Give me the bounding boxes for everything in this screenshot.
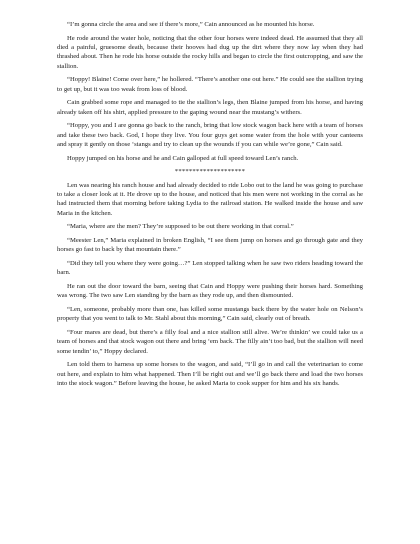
paragraph: Len told them to harness up some horses to the wagon, and said, “I’ll go in and call the veterinarian to come out here, and explain to him what happened. Then I’ll be right out and we’ll go back there and load the two horses into the stock wagon.” Before leaving the house, he asked Maria to cook supper for him and his six hands. [57,361,363,387]
paragraph: Len was nearing his ranch house and had already decided to ride Lobo out to the land he was going to purchase to take a closer look at it. He drove up to the house, and noticed that his men were not working in the corral as he had instructed them that morning before taking Lydia to the railroad station. He walked inside the house and saw Maria in the kitchen. [57,181,363,217]
paragraph: “Len, someone, probably more than one, has killed some mustangs back there by the water hole on Nelson’s property that you went to talk to Mr. Stahl about this morning,” Cain said, clearly out of breath. [57,306,363,323]
paragraph: Hoppy jumped on his horse and he and Cain galloped at full speed toward Len’s ranch. [67,154,299,162]
paragraph: “Meester Len,” Maria explained in broken English, “I see them jump on horses and go through gate and they horses go fast to back by that mountain there.” [57,237,363,254]
paragraph: “Did they tell you where they were going…?” Len stopped talking when he saw two riders heading toward the barn. [57,260,363,277]
paragraph: “Four mares are dead, but there’s a filly foal and a nice stallion still alive. We’re thinkin’ we could take us a team of horses and that stock wagon out there and bring ‘em back. The filly ain’t too bad, but the stallion will need some tendin’ to,” Hoppy declared. [57,329,363,355]
paragraph: “Maria, where are the men? They’re supposed to be out there working in that corral.” [67,223,294,231]
scene-separator: ******************** [174,168,246,176]
paragraph: He rode around the water hole, noticing that the other four horses were indeed dead. He assumed that they all died a painful, gruesome death, because their hooves had dug up the dirt where they now lay when they had thrashed about. Then he rode his horse outside the rocky hills and began to circle the first outcropping, and saw the stallion. [57,34,363,70]
paragraph: “Hoppy! Blaine! Come over here,” he hollered. “There’s another one out here.” He could see the stallion trying to get up, but it was too weak from loss of blood. [57,76,363,93]
book-page [57,20,363,393]
paragraph: He ran out the door toward the barn, seeing that Cain and Hoppy were pushing their horses hard. Something was wrong. The two saw Len standing by the barn as they rode up, and then dismounted. [57,283,363,300]
paragraph: Cain grabbed some rope and managed to tie the stallion’s legs, then Blaine jumped from his horse, and having already taken off his shirt, applied pressure to the gaping wound near the mustang’s withers. [57,99,363,116]
paragraph: “Hoppy, you and I are gonna go back to the ranch, bring that low stock wagon back here with a team of horses and take these two back. God, I hope they live. You four guys get some water from the hole with your canteens and spray it gently on those ‘stangs and try to clean up the wounds if you can while we’re gone,” Cain said. [57,122,363,148]
paragraph: “I’m gonna circle the area and see if there’s more,” Cain announced as he mounted his horse. [67,21,315,28]
